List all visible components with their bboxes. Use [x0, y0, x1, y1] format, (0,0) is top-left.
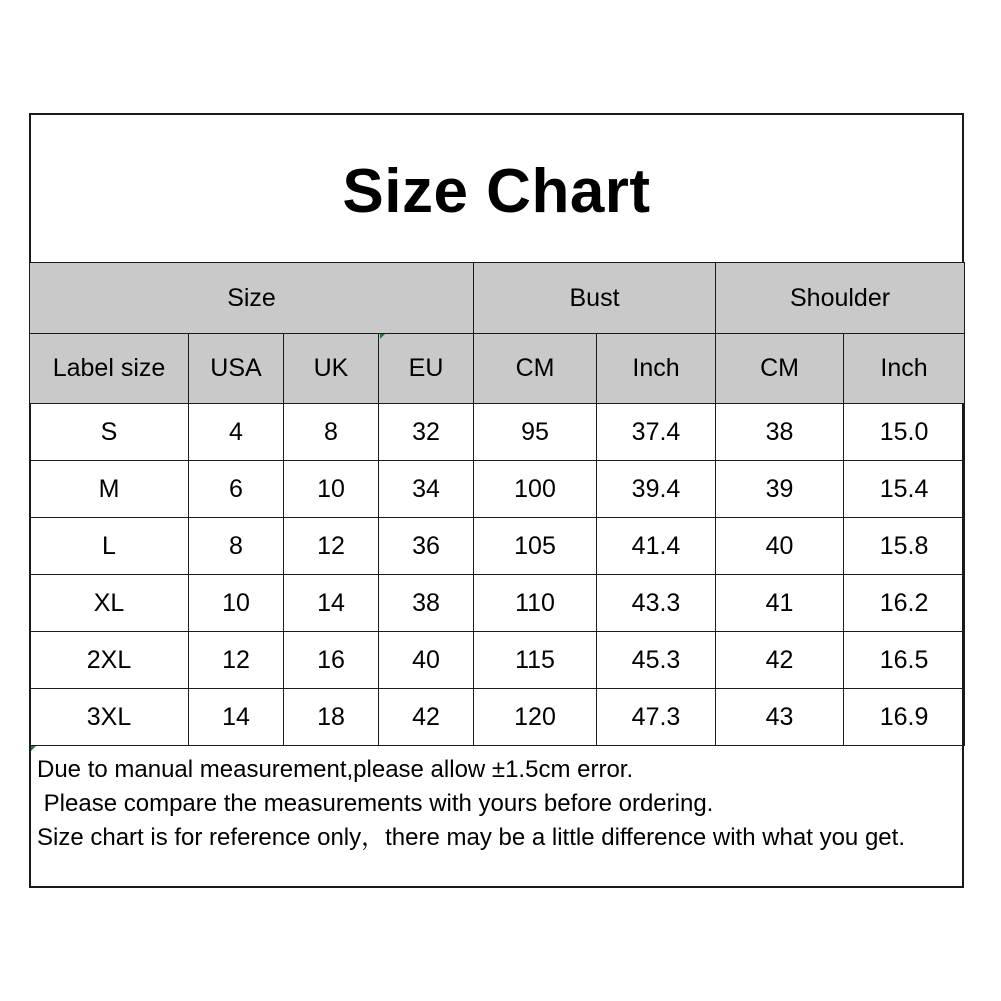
cell-shoulder-cm: 42	[716, 632, 844, 689]
cell-label-size: 3XL	[30, 689, 189, 746]
cell-bust-cm: 100	[474, 461, 597, 518]
table-row	[30, 518, 965, 575]
cell-bust-cm: 95	[474, 404, 597, 461]
cell-bust-inch: 43.3	[597, 575, 716, 632]
cell-bust-cm: 115	[474, 632, 597, 689]
cell-usa: 8	[189, 518, 284, 575]
note-line: Size chart is for reference only，there may be a little difference with what you get.	[37, 824, 905, 851]
column-header-label-size: Label size	[30, 334, 189, 404]
table-row	[30, 461, 965, 518]
column-header-shoulder-cm: CM	[716, 334, 844, 404]
cell-label-size: 2XL	[30, 632, 189, 689]
cell-shoulder-inch: 15.8	[844, 518, 965, 575]
table-row	[30, 404, 965, 461]
cell-bust-inch: 39.4	[597, 461, 716, 518]
cell-shoulder-cm: 41	[716, 575, 844, 632]
cell-label-size: L	[30, 518, 189, 575]
column-header-eu: EU	[379, 334, 474, 404]
column-header-shoulder-inch: Inch	[844, 334, 965, 404]
cell-usa: 10	[189, 575, 284, 632]
table-body	[30, 404, 965, 746]
cell-uk: 16	[284, 632, 379, 689]
cell-label-size: M	[30, 461, 189, 518]
group-header-shoulder: Shoulder	[716, 263, 965, 334]
table-row	[30, 632, 965, 689]
cell-usa: 12	[189, 632, 284, 689]
cell-eu: 36	[379, 518, 474, 575]
column-header-usa: USA	[189, 334, 284, 404]
cell-bust-inch: 47.3	[597, 689, 716, 746]
cell-uk: 10	[284, 461, 379, 518]
page-title: Size Chart	[342, 157, 651, 226]
cell-eu: 38	[379, 575, 474, 632]
cell-bust-cm: 105	[474, 518, 597, 575]
cell-shoulder-inch: 15.0	[844, 404, 965, 461]
cell-uk: 12	[284, 518, 379, 575]
cell-shoulder-inch: 16.5	[844, 632, 965, 689]
size-table	[29, 262, 965, 746]
cell-usa: 6	[189, 461, 284, 518]
cell-shoulder-inch: 16.2	[844, 575, 965, 632]
cell-uk: 14	[284, 575, 379, 632]
cell-uk: 8	[284, 404, 379, 461]
cell-bust-inch: 37.4	[597, 404, 716, 461]
size-chart-sheet	[29, 113, 964, 888]
column-header-bust-inch: Inch	[597, 334, 716, 404]
cell-usa: 14	[189, 689, 284, 746]
cell-shoulder-cm: 39	[716, 461, 844, 518]
cell-shoulder-cm: 43	[716, 689, 844, 746]
table-row	[30, 689, 965, 746]
column-header-uk: UK	[284, 334, 379, 404]
cell-bust-cm: 110	[474, 575, 597, 632]
cell-eu: 42	[379, 689, 474, 746]
group-header-size: Size	[30, 263, 474, 334]
cell-label-size: XL	[30, 575, 189, 632]
cell-marker-icon	[31, 746, 36, 751]
cell-uk: 18	[284, 689, 379, 746]
cell-shoulder-inch: 16.9	[844, 689, 965, 746]
cell-shoulder-cm: 38	[716, 404, 844, 461]
cell-marker-icon	[380, 334, 385, 339]
cell-shoulder-inch: 15.4	[844, 461, 965, 518]
table-row	[30, 575, 965, 632]
column-header-row	[30, 334, 965, 404]
cell-eu: 34	[379, 461, 474, 518]
cell-label-size: S	[30, 404, 189, 461]
group-header-row	[30, 263, 965, 334]
group-header-bust: Bust	[474, 263, 716, 334]
cell-eu: 32	[379, 404, 474, 461]
cell-bust-cm: 120	[474, 689, 597, 746]
title-row	[31, 115, 962, 264]
notes	[37, 753, 957, 855]
note-line: Please compare the measurements with yours before ordering.	[37, 790, 714, 817]
column-header-bust-cm: CM	[474, 334, 597, 404]
cell-bust-inch: 45.3	[597, 632, 716, 689]
note-line: Due to manual measurement,please allow ±1.5cm error.	[37, 756, 634, 783]
cell-shoulder-cm: 40	[716, 518, 844, 575]
cell-usa: 4	[189, 404, 284, 461]
cell-eu: 40	[379, 632, 474, 689]
cell-bust-inch: 41.4	[597, 518, 716, 575]
